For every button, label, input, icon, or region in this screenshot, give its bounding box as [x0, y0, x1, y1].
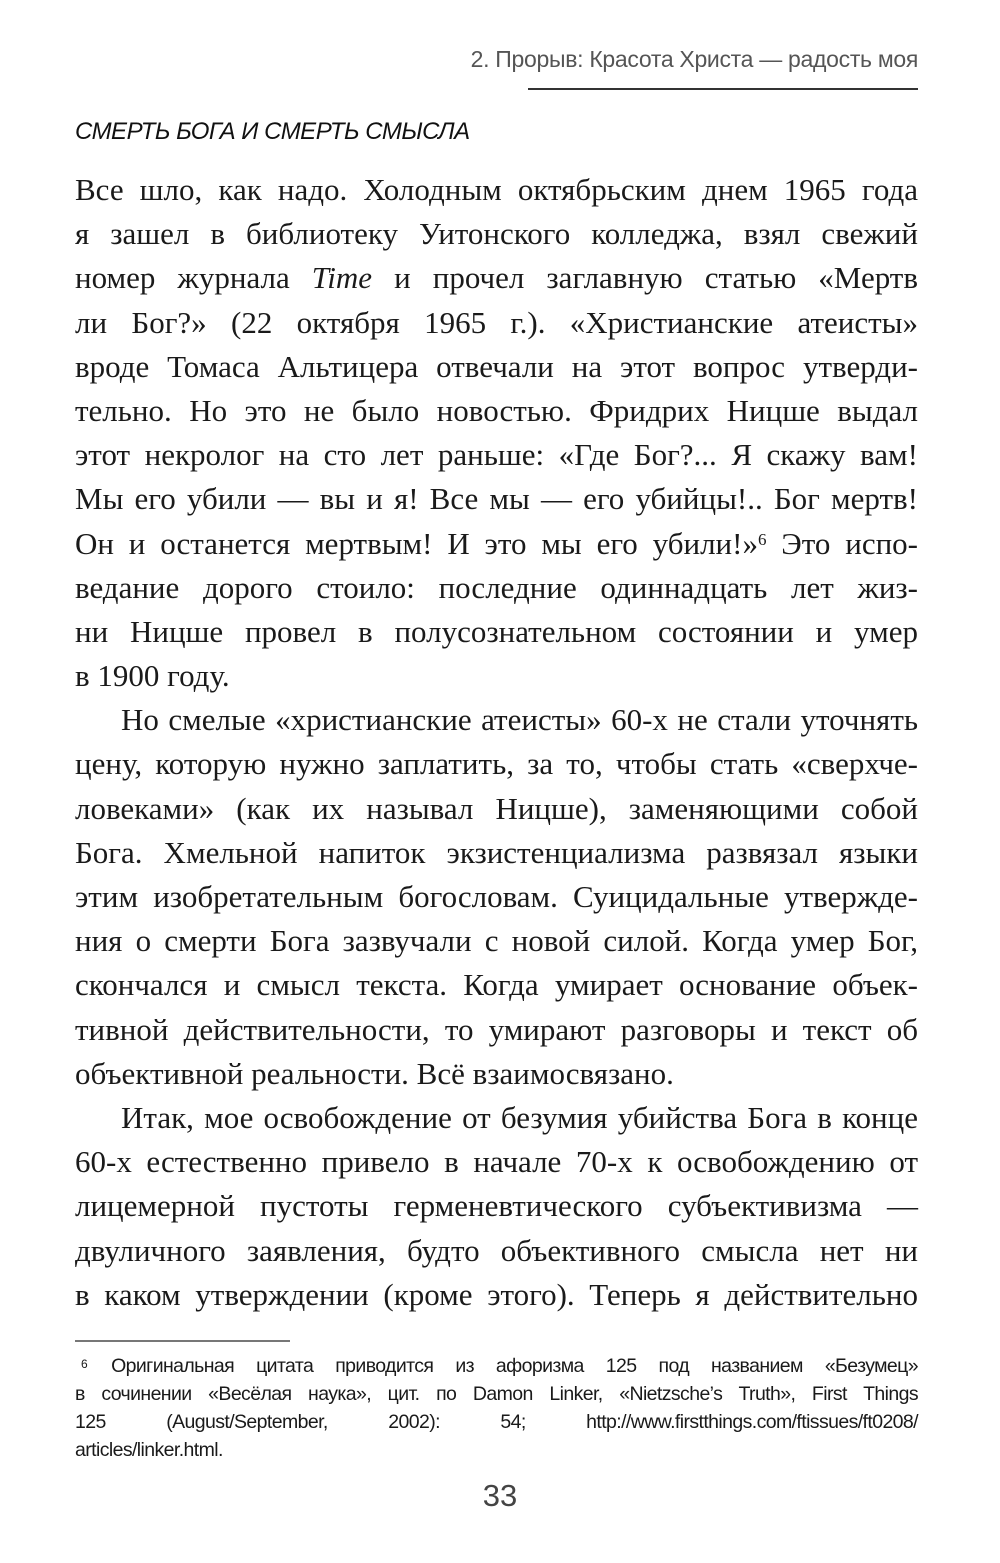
- text-line: [75, 345, 918, 389]
- footnote-text: в сочинении «Весёлая наука», цит. по Damon Linker, «Nietzsche’s Truth», First Things: [75, 1383, 918, 1405]
- header-divider: [528, 88, 918, 90]
- footnote-line: [75, 1408, 918, 1436]
- text-segment: вроде Томаса Альтицера отвечали на этот вопрос утверди-: [75, 348, 918, 384]
- text-line: [75, 1273, 918, 1317]
- section-title: СМЕРТЬ БОГА И СМЕРТЬ СМЫСЛА: [75, 118, 470, 145]
- text-segment: Все шло, как надо. Холодным октябрьским днем 1965 года: [75, 172, 918, 207]
- footnote-mark: 6: [81, 1357, 88, 1371]
- text-line: [75, 831, 918, 875]
- text-line: [75, 301, 918, 345]
- text-segment: и прочел заглавную статью «Мертв: [372, 260, 918, 296]
- text-line: [75, 1184, 918, 1228]
- text-line: [75, 742, 918, 786]
- text-line: [75, 1229, 918, 1273]
- running-head: 2. Прорыв: Красота Христа — радость моя: [470, 46, 918, 72]
- text-line: [75, 787, 918, 831]
- text-segment: в каком утверждении (кроме этого). Теперь я действительно: [75, 1276, 918, 1312]
- footnote-text: Оригинальная цитата приводится из афоризма 125 под названием «Безумец»: [111, 1355, 918, 1377]
- page-number: 33: [482, 1478, 518, 1513]
- footnote-reference: 6: [757, 529, 767, 549]
- text-segment: Мы его убили — вы и я! Все мы — его убийцы!.. Бог мертв!: [75, 481, 918, 517]
- text-segment: ловеками» (как их называл Ницше), заменяющими собой: [75, 790, 918, 826]
- text-segment: тивной действительности, то умирают разговоры и текст об: [75, 1011, 918, 1047]
- text-line: [75, 433, 918, 477]
- text-segment: скончался и смысл текста. Когда умирает основание объек-: [75, 967, 918, 1003]
- text-segment: лицемерной пустоты герменевтического субъективизма —: [75, 1188, 918, 1224]
- text-segment: этот некролог на сто лет раньше: «Где Бог?... Я скажу вам!: [75, 437, 918, 473]
- text-line: [75, 168, 918, 212]
- text-segment: 60-х естественно привело в начале 70-х к освобождению от: [75, 1144, 918, 1180]
- text-segment: цену, которую нужно заплатить, за то, чтобы стать «сверхче-: [75, 746, 918, 782]
- text-line: [75, 477, 918, 521]
- text-segment: Он и останется мертвым! И это мы его убили!»: [75, 525, 758, 561]
- text-segment: Это испо-: [766, 525, 918, 561]
- text-line: [75, 212, 918, 256]
- text-line: [75, 963, 918, 1007]
- text-segment: ния о смерти Бога зазвучали с новой силой. Когда умер Бог,: [75, 923, 918, 959]
- text-line: [75, 875, 918, 919]
- footnote-line: [75, 1352, 918, 1380]
- footnote-line: [75, 1436, 918, 1464]
- text-segment: Итак, мое освобождение от безумия убийства Бога в конце: [121, 1099, 918, 1135]
- text-line: [75, 566, 918, 610]
- text-segment: ли Бог?» (22 октября 1965 г.). «Христианские атеисты»: [75, 304, 918, 340]
- text-line: [75, 1140, 918, 1184]
- text-line: [75, 1008, 918, 1052]
- text-segment: ни Ницше провел в полусознательном состоянии и умер: [75, 613, 918, 649]
- text-segment: номер журнала: [75, 260, 312, 296]
- text-segment: Но смелые «христианские атеисты» 60-х не стали уточнять: [121, 702, 918, 738]
- text-line: [75, 1052, 918, 1096]
- text-line: [75, 698, 918, 742]
- italic-title: Time: [311, 260, 373, 296]
- text-segment: этим изобретательным богословам. Суицидальные утвержде-: [75, 879, 918, 914]
- text-segment: двуличного заявления, будто объективного смысла нет ни: [75, 1232, 918, 1268]
- text-segment: тельно. Но это не было новостью. Фридрих Ницше выдал: [75, 392, 918, 428]
- text-line: [75, 522, 918, 566]
- text-line: [75, 610, 918, 654]
- text-segment: объективной реальности. Всё взаимосвязано.: [75, 1055, 674, 1091]
- text-segment: я зашел в библиотеку Уитонского колледжа, взял свежий: [75, 216, 918, 252]
- body-text: [75, 168, 918, 1317]
- footnote: [75, 1352, 918, 1464]
- footnote-line: [75, 1380, 918, 1408]
- text-line: [75, 256, 918, 300]
- text-segment: в 1900 году.: [75, 658, 230, 694]
- text-line: [75, 389, 918, 433]
- footnote-text: 125 (August/September, 2002): 54; http://www.firstthings.com/ftissues/ft0208/: [75, 1411, 918, 1433]
- text-line: [75, 919, 918, 963]
- text-line: [75, 654, 918, 698]
- text-line: [75, 1096, 918, 1140]
- footnote-text: articles/linker.html.: [75, 1439, 223, 1461]
- text-segment: Бога. Хмельной напиток экзистенциализма развязал языки: [75, 834, 918, 870]
- footnote-divider: [75, 1340, 290, 1342]
- text-segment: ведание дорого стоило: последние одиннадцать лет жиз-: [75, 569, 918, 605]
